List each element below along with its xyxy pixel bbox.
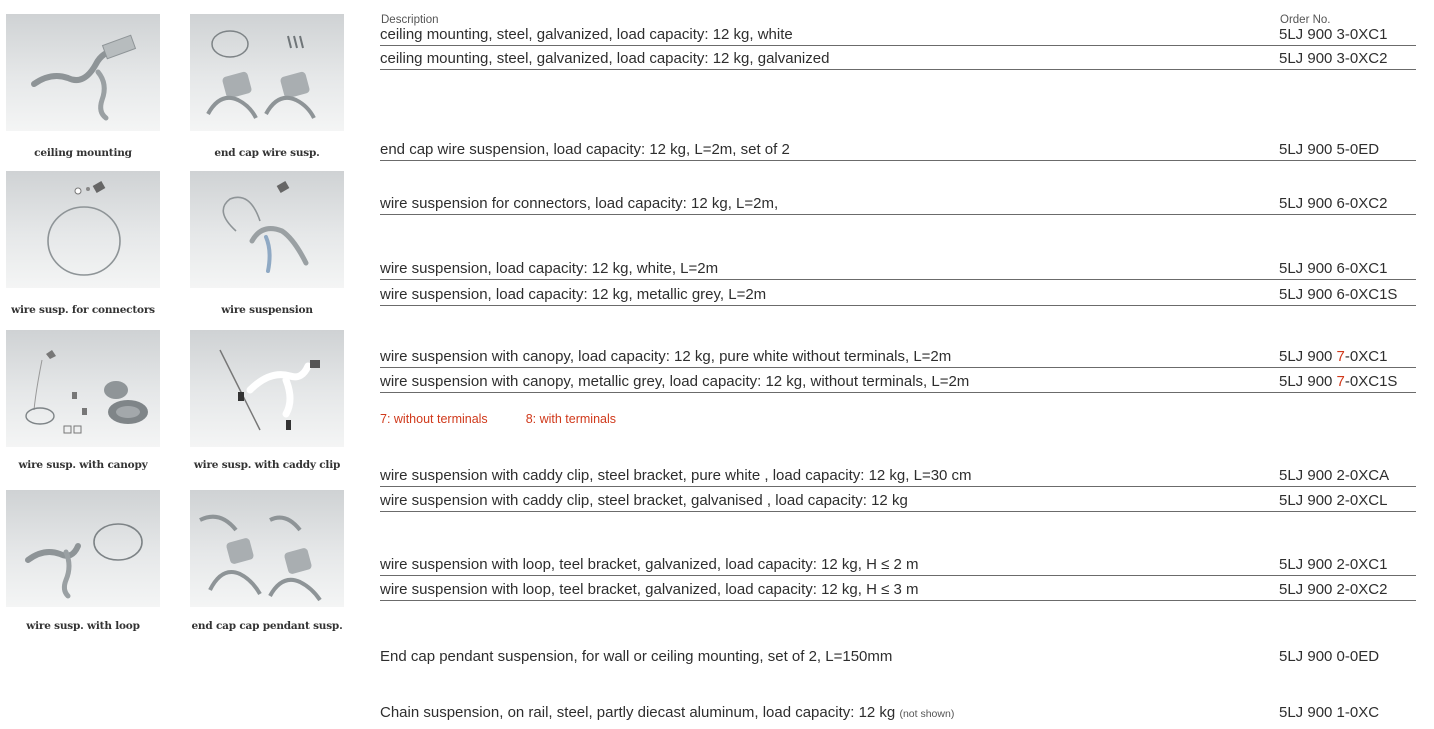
table-row (380, 25, 1416, 46)
row-description: wire suspension with canopy, metallic grey, load capacity: 12 kg, without terminals, L=2m (380, 373, 970, 390)
row-order-no: 5LJ 900 3-0XC1 (1279, 26, 1388, 43)
row-description: wire suspension with caddy clip, steel bracket, galvanised , load capacity: 12 kg (380, 492, 908, 509)
table-row (380, 491, 1416, 512)
header-description: Description (381, 14, 439, 26)
table-row (380, 259, 1416, 280)
thumbnail-wire-susp-canopy (6, 330, 160, 447)
table-row (380, 647, 1416, 667)
row-description: End cap pendant suspension, for wall or ceiling mounting, set of 2, L=150mm (380, 648, 893, 665)
row-order-no: 5LJ 900 5-0ED (1279, 141, 1380, 158)
order-suffix: -0XC1S (1344, 373, 1398, 390)
order-suffix: -0XC1 (1344, 348, 1388, 365)
thumbnail-end-cap-pendant-susp (190, 490, 344, 607)
thumbnail-wire-susp-caddy-clip (190, 330, 344, 447)
thumbnail-ceiling-mounting (6, 14, 160, 131)
terminal-note-without: 7: without terminals (380, 412, 488, 426)
row-order-no: 5LJ 900 1-0XC (1279, 704, 1380, 721)
row-description: ceiling mounting, steel, galvanized, load capacity: 12 kg, galvanized (380, 50, 830, 67)
row-order-no: 5LJ 900 2-0XC2 (1279, 581, 1388, 598)
ceiling-mounting-image (6, 14, 160, 131)
row-order-no: 5LJ 900 2-0XC1 (1279, 556, 1388, 573)
row-description: wire suspension, load capacity: 12 kg, metallic grey, L=2m (380, 286, 767, 303)
table-row (380, 555, 1416, 576)
wire-suspension-image (190, 171, 344, 288)
wire-suspension-loop-image (6, 490, 160, 607)
end-cap-pendant-suspension-image (190, 490, 344, 607)
thumbnail-caption: wire susp. for connectors (11, 304, 155, 316)
row-description: wire suspension with loop, teel bracket, galvanized, load capacity: 12 kg, H ≤ 2 m (380, 556, 919, 573)
row-description: wire suspension with loop, teel bracket, galvanized, load capacity: 12 kg, H ≤ 3 m (380, 581, 919, 598)
table-row (380, 285, 1416, 306)
table-row (380, 466, 1416, 487)
order-prefix: 5LJ 900 (1279, 373, 1337, 390)
row-description: ceiling mounting, steel, galvanized, load capacity: 12 kg, white (380, 26, 793, 43)
row-description: end cap wire suspension, load capacity: 12 kg, L=2m, set of 2 (380, 141, 790, 158)
table-row (380, 347, 1416, 368)
not-shown-note: (not shown) (899, 708, 955, 720)
row-order-no: 5LJ 900 6-0XC1S (1279, 286, 1398, 303)
thumbnail-caption: end cap cap pendant susp. (191, 620, 343, 632)
thumbnail-wire-suspension (190, 171, 344, 288)
wire-suspension-canopy-image (6, 330, 160, 447)
thumbnail-caption: wire susp. with caddy clip (193, 459, 341, 471)
row-order-no: 5LJ 900 2-0XCL (1279, 492, 1388, 509)
thumbnail-caption: wire susp. with canopy (18, 459, 148, 471)
thumbnail-caption: ceiling mounting (34, 147, 132, 159)
thumbnail-caption: end cap wire susp. (214, 147, 320, 159)
terminal-note-with: 8: with terminals (525, 412, 616, 426)
order-prefix: 5LJ 900 (1279, 348, 1337, 365)
row-order-no: 5LJ 900 0-0ED (1279, 648, 1380, 665)
thumbnail-caption: wire susp. with loop (26, 620, 140, 632)
table-row (380, 140, 1416, 161)
row-order-no: 5LJ 900 2-0XCA (1279, 467, 1390, 484)
row-order-no (1279, 373, 1397, 390)
wire-suspension-caddy-clip-image (190, 330, 344, 447)
row-description-text: Chain suspension, on rail, steel, partly diecast aluminum, load capacity: 12 kg (380, 704, 896, 721)
thumbnail-caption: wire suspension (221, 304, 313, 316)
table-row (380, 703, 1416, 723)
table-row (380, 372, 1416, 393)
table-row (380, 194, 1416, 215)
order-terminal-digit: 7 (1336, 348, 1345, 365)
table-row (380, 580, 1416, 601)
terminal-note (380, 412, 654, 426)
row-description: wire suspension with caddy clip, steel bracket, pure white , load capacity: 12 kg, L=30 cm (380, 467, 972, 484)
order-terminal-digit: 7 (1336, 373, 1345, 390)
header-order-no: Order No. (1280, 14, 1331, 26)
row-description: wire suspension with canopy, load capacity: 12 kg, pure white without terminals, L=2m (380, 348, 952, 365)
row-description (380, 704, 954, 721)
row-order-no: 5LJ 900 3-0XC2 (1279, 50, 1388, 67)
thumbnail-wire-susp-connectors (6, 171, 160, 288)
end-cap-wire-suspension-image (190, 14, 344, 131)
wire-suspension-connectors-image (6, 171, 160, 288)
row-description: wire suspension for connectors, load capacity: 12 kg, L=2m, (380, 195, 779, 212)
table-row (380, 49, 1416, 70)
row-order-no: 5LJ 900 6-0XC2 (1279, 195, 1388, 212)
thumbnail-wire-susp-loop (6, 490, 160, 607)
row-order-no: 5LJ 900 6-0XC1 (1279, 260, 1388, 277)
thumbnail-end-cap-wire-susp (190, 14, 344, 131)
row-order-no (1279, 348, 1387, 365)
row-description: wire suspension, load capacity: 12 kg, white, L=2m (380, 260, 719, 277)
